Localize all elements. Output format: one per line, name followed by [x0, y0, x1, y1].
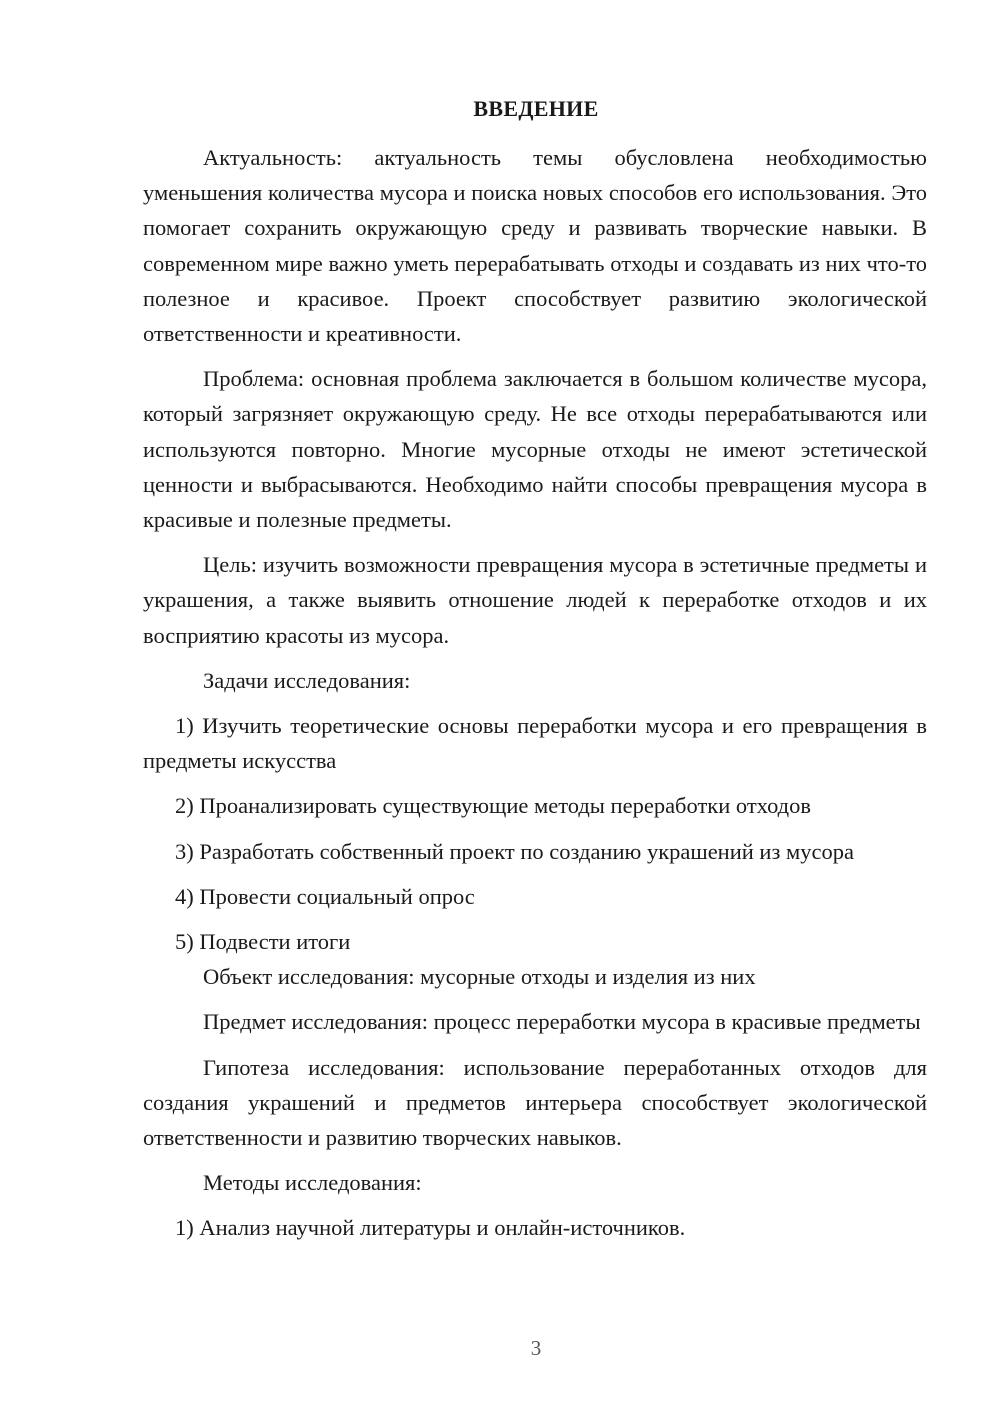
task-item: 4) Провести социальный опрос: [175, 883, 475, 909]
hypothesis-paragraph: Гипотеза исследования: использование переработанных отходов для создания украшений и предметов интерьера способствует экологической ответственности и развитию творческих навыков.: [143, 1054, 927, 1151]
object-paragraph: Объект исследования: мусорные отходы и изделия из них: [203, 964, 756, 990]
method-item: 1) Анализ научной литературы и онлайн-источников.: [175, 1215, 686, 1241]
relevance-paragraph: Актуальность: актуальность темы обусловлена необходимостью уменьшения количества мусора и поиска новых способов его использования. Это помогает сохранить окружающую среду и развивать творческие навыки. В современном мире важно уметь перерабатывать отходы и создавать из них что-то полезное и красивое. Проект способствует развитию экологической ответственности и креативности.: [143, 145, 927, 347]
task-item: 3) Разработать собственный проект по созданию украшений из мусора: [175, 838, 854, 864]
task-item: 5) Подвести итоги: [175, 929, 351, 955]
tasks-heading: Задачи исследования:: [203, 667, 411, 693]
problem-paragraph: Проблема: основная проблема заключается в большом количестве мусора, который загрязняет окружающую среду. Не все отходы перерабатываются или используются повторно. Многие мусорные отходы не имеют эстетической ценности и выбрасываются. Необходимо найти способы превращения мусора в красивые и полезные предметы.: [143, 366, 927, 533]
page-number: 3: [530, 1336, 542, 1360]
task-item: 2) Проанализировать существующие методы переработки отходов: [175, 793, 811, 819]
subject-paragraph: Предмет исследования: процесс переработки мусора в красивые предметы: [203, 1009, 921, 1035]
task-item: 1) Изучить теоретические основы переработки мусора и его превращения в предметы искусства: [143, 713, 927, 774]
goal-paragraph: Цель: изучить возможности превращения мусора в эстетичные предметы и украшения, а также выявить отношение людей к переработке отходов и их восприятию красоты из мусора.: [143, 552, 927, 648]
methods-heading: Методы исследования:: [203, 1170, 422, 1196]
section-heading: ВВЕДЕНИЕ: [473, 96, 599, 121]
body-text: [143, 140, 927, 1246]
